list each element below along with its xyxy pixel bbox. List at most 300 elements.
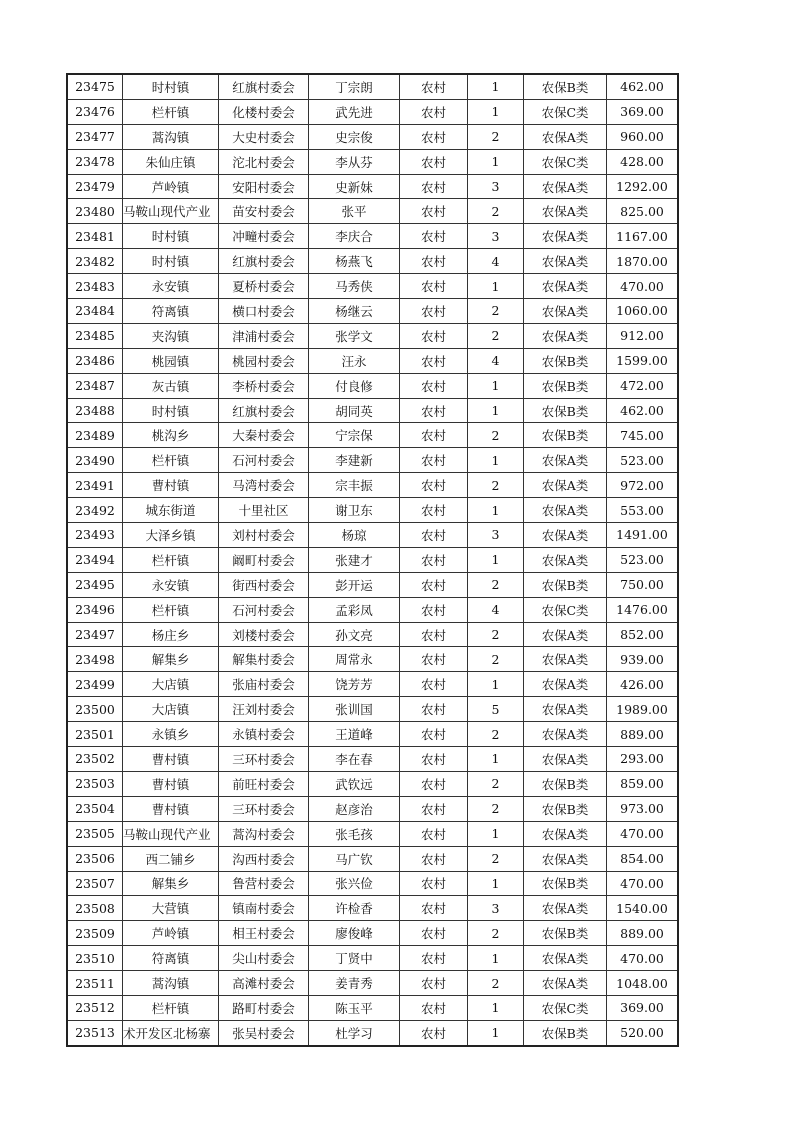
household-count-cell: 1 bbox=[468, 448, 524, 473]
table-row bbox=[67, 199, 678, 224]
village-committee-cell: 大史村委会 bbox=[219, 124, 309, 149]
record-id-cell: 23476 bbox=[67, 99, 123, 124]
person-name-cell: 武钦远 bbox=[309, 771, 400, 796]
insurance-category-cell: 农保A类 bbox=[524, 622, 607, 647]
table-row bbox=[67, 572, 678, 597]
table-row bbox=[67, 622, 678, 647]
amount-cell: 462.00 bbox=[607, 74, 679, 99]
village-committee-cell: 安阳村委会 bbox=[219, 174, 309, 199]
town-cell: 曹村镇 bbox=[123, 796, 219, 821]
person-name-cell: 孙文亮 bbox=[309, 622, 400, 647]
insurance-category-cell: 农保C类 bbox=[524, 995, 607, 1020]
village-committee-cell: 石河村委会 bbox=[219, 448, 309, 473]
household-count-cell: 1 bbox=[468, 747, 524, 772]
insurance-category-cell: 农保A类 bbox=[524, 473, 607, 498]
town-cell: 蒿沟镇 bbox=[123, 124, 219, 149]
town-cell: 栏杆镇 bbox=[123, 547, 219, 572]
town-cell: 西二铺乡 bbox=[123, 846, 219, 871]
area-type-cell: 农村 bbox=[400, 523, 468, 548]
town-cell: 大营镇 bbox=[123, 896, 219, 921]
person-name-cell: 廖俊峰 bbox=[309, 921, 400, 946]
person-name-cell: 史新妹 bbox=[309, 174, 400, 199]
record-id-cell: 23509 bbox=[67, 921, 123, 946]
record-id-cell: 23497 bbox=[67, 622, 123, 647]
household-count-cell: 2 bbox=[468, 796, 524, 821]
record-id-cell: 23501 bbox=[67, 722, 123, 747]
town-cell: 蒿沟镇 bbox=[123, 971, 219, 996]
household-count-cell: 2 bbox=[468, 971, 524, 996]
area-type-cell: 农村 bbox=[400, 672, 468, 697]
table-row bbox=[67, 647, 678, 672]
household-count-cell: 5 bbox=[468, 697, 524, 722]
table-row bbox=[67, 498, 678, 523]
town-cell: 曹村镇 bbox=[123, 747, 219, 772]
town-cell: 大店镇 bbox=[123, 697, 219, 722]
person-name-cell: 彭开运 bbox=[309, 572, 400, 597]
area-type-cell: 农村 bbox=[400, 572, 468, 597]
amount-cell: 470.00 bbox=[607, 946, 679, 971]
table-row bbox=[67, 672, 678, 697]
household-count-cell: 2 bbox=[468, 722, 524, 747]
area-type-cell: 农村 bbox=[400, 448, 468, 473]
amount-cell: 854.00 bbox=[607, 846, 679, 871]
village-committee-cell: 沟西村委会 bbox=[219, 846, 309, 871]
amount-cell: 553.00 bbox=[607, 498, 679, 523]
area-type-cell: 农村 bbox=[400, 473, 468, 498]
town-cell: 时村镇 bbox=[123, 74, 219, 99]
village-committee-cell: 街西村委会 bbox=[219, 572, 309, 597]
household-count-cell: 1 bbox=[468, 398, 524, 423]
town-cell: 栏杆镇 bbox=[123, 448, 219, 473]
town-cell: 芦岭镇 bbox=[123, 921, 219, 946]
insurance-category-cell: 农保A类 bbox=[524, 323, 607, 348]
person-name-cell: 付良修 bbox=[309, 373, 400, 398]
person-name-cell: 马秀侠 bbox=[309, 274, 400, 299]
area-type-cell: 农村 bbox=[400, 74, 468, 99]
town-cell: 杨庄乡 bbox=[123, 622, 219, 647]
town-cell: 解集乡 bbox=[123, 647, 219, 672]
table-row bbox=[67, 995, 678, 1020]
household-count-cell: 3 bbox=[468, 224, 524, 249]
village-committee-cell: 夏桥村委会 bbox=[219, 274, 309, 299]
amount-cell: 1292.00 bbox=[607, 174, 679, 199]
table-row bbox=[67, 398, 678, 423]
area-type-cell: 农村 bbox=[400, 622, 468, 647]
town-cell: 符离镇 bbox=[123, 299, 219, 324]
village-committee-cell: 三环村委会 bbox=[219, 796, 309, 821]
insurance-category-cell: 农保A类 bbox=[524, 821, 607, 846]
record-id-cell: 23511 bbox=[67, 971, 123, 996]
table-row bbox=[67, 224, 678, 249]
area-type-cell: 农村 bbox=[400, 697, 468, 722]
town-cell: 符离镇 bbox=[123, 946, 219, 971]
town-cell: 城东街道 bbox=[123, 498, 219, 523]
table-row bbox=[67, 348, 678, 373]
area-type-cell: 农村 bbox=[400, 971, 468, 996]
town-cell: 曹村镇 bbox=[123, 771, 219, 796]
amount-cell: 939.00 bbox=[607, 647, 679, 672]
area-type-cell: 农村 bbox=[400, 124, 468, 149]
person-name-cell: 杨继云 bbox=[309, 299, 400, 324]
amount-cell: 1167.00 bbox=[607, 224, 679, 249]
amount-cell: 472.00 bbox=[607, 373, 679, 398]
person-name-cell: 汪永 bbox=[309, 348, 400, 373]
record-id-cell: 23495 bbox=[67, 572, 123, 597]
table-row bbox=[67, 547, 678, 572]
village-committee-cell: 冲疃村委会 bbox=[219, 224, 309, 249]
insurance-category-cell: 农保A类 bbox=[524, 498, 607, 523]
area-type-cell: 农村 bbox=[400, 871, 468, 896]
insurance-category-cell: 农保A类 bbox=[524, 672, 607, 697]
record-id-cell: 23480 bbox=[67, 199, 123, 224]
amount-cell: 750.00 bbox=[607, 572, 679, 597]
record-id-cell: 23477 bbox=[67, 124, 123, 149]
record-id-cell: 23500 bbox=[67, 697, 123, 722]
amount-cell: 859.00 bbox=[607, 771, 679, 796]
area-type-cell: 农村 bbox=[400, 946, 468, 971]
table-row bbox=[67, 323, 678, 348]
amount-cell: 889.00 bbox=[607, 722, 679, 747]
area-type-cell: 农村 bbox=[400, 299, 468, 324]
village-committee-cell: 尖山村委会 bbox=[219, 946, 309, 971]
village-committee-cell: 张吴村委会 bbox=[219, 1020, 309, 1045]
insurance-category-cell: 农保A类 bbox=[524, 299, 607, 324]
household-count-cell: 2 bbox=[468, 846, 524, 871]
village-committee-cell: 津浦村委会 bbox=[219, 323, 309, 348]
town-cell: 永安镇 bbox=[123, 274, 219, 299]
household-count-cell: 1 bbox=[468, 821, 524, 846]
area-type-cell: 农村 bbox=[400, 149, 468, 174]
record-id-cell: 23496 bbox=[67, 597, 123, 622]
insurance-category-cell: 农保A类 bbox=[524, 124, 607, 149]
area-type-cell: 农村 bbox=[400, 323, 468, 348]
insurance-category-cell: 农保A类 bbox=[524, 697, 607, 722]
insurance-category-cell: 农保B类 bbox=[524, 572, 607, 597]
area-type-cell: 农村 bbox=[400, 348, 468, 373]
household-count-cell: 2 bbox=[468, 423, 524, 448]
record-id-cell: 23481 bbox=[67, 224, 123, 249]
village-committee-cell: 解集村委会 bbox=[219, 647, 309, 672]
person-name-cell: 许检香 bbox=[309, 896, 400, 921]
household-count-cell: 1 bbox=[468, 99, 524, 124]
village-committee-cell: 十里社区 bbox=[219, 498, 309, 523]
person-name-cell: 王道峰 bbox=[309, 722, 400, 747]
town-cell: 桃沟乡 bbox=[123, 423, 219, 448]
record-id-cell: 23489 bbox=[67, 423, 123, 448]
person-name-cell: 张建才 bbox=[309, 547, 400, 572]
insurance-category-cell: 农保C类 bbox=[524, 597, 607, 622]
person-name-cell: 史宗俊 bbox=[309, 124, 400, 149]
town-cell: 永安镇 bbox=[123, 572, 219, 597]
household-count-cell: 2 bbox=[468, 323, 524, 348]
record-id-cell: 23490 bbox=[67, 448, 123, 473]
person-name-cell: 张训国 bbox=[309, 697, 400, 722]
household-count-cell: 3 bbox=[468, 896, 524, 921]
village-committee-cell: 红旗村委会 bbox=[219, 398, 309, 423]
insurance-category-cell: 农保B类 bbox=[524, 423, 607, 448]
area-type-cell: 农村 bbox=[400, 174, 468, 199]
village-committee-cell: 沱北村委会 bbox=[219, 149, 309, 174]
record-id-cell: 23492 bbox=[67, 498, 123, 523]
town-cell: 时村镇 bbox=[123, 398, 219, 423]
town-cell: 解集乡 bbox=[123, 871, 219, 896]
village-committee-cell: 大秦村委会 bbox=[219, 423, 309, 448]
insurance-category-cell: 农保B类 bbox=[524, 74, 607, 99]
household-count-cell: 1 bbox=[468, 498, 524, 523]
household-count-cell: 1 bbox=[468, 74, 524, 99]
amount-cell: 960.00 bbox=[607, 124, 679, 149]
household-count-cell: 2 bbox=[468, 199, 524, 224]
amount-cell: 462.00 bbox=[607, 398, 679, 423]
person-name-cell: 张学文 bbox=[309, 323, 400, 348]
amount-cell: 293.00 bbox=[607, 747, 679, 772]
person-name-cell: 杨燕飞 bbox=[309, 249, 400, 274]
household-count-cell: 1 bbox=[468, 274, 524, 299]
record-id-cell: 23486 bbox=[67, 348, 123, 373]
record-id-cell: 23513 bbox=[67, 1020, 123, 1045]
table-row bbox=[67, 722, 678, 747]
record-id-cell: 23510 bbox=[67, 946, 123, 971]
table-row bbox=[67, 946, 678, 971]
amount-cell: 1048.00 bbox=[607, 971, 679, 996]
amount-cell: 1476.00 bbox=[607, 597, 679, 622]
village-committee-cell: 鲁营村委会 bbox=[219, 871, 309, 896]
record-id-cell: 23485 bbox=[67, 323, 123, 348]
amount-cell: 852.00 bbox=[607, 622, 679, 647]
village-committee-cell: 高滩村委会 bbox=[219, 971, 309, 996]
table-row bbox=[67, 796, 678, 821]
area-type-cell: 农村 bbox=[400, 249, 468, 274]
amount-cell: 972.00 bbox=[607, 473, 679, 498]
insurance-category-cell: 农保B类 bbox=[524, 398, 607, 423]
insurance-category-cell: 农保A类 bbox=[524, 174, 607, 199]
person-name-cell: 李从芬 bbox=[309, 149, 400, 174]
record-id-cell: 23504 bbox=[67, 796, 123, 821]
person-name-cell: 李庆合 bbox=[309, 224, 400, 249]
person-name-cell: 武先进 bbox=[309, 99, 400, 124]
record-id-cell: 23478 bbox=[67, 149, 123, 174]
person-name-cell: 孟彩凤 bbox=[309, 597, 400, 622]
insurance-category-cell: 农保B类 bbox=[524, 771, 607, 796]
insurance-category-cell: 农保C类 bbox=[524, 99, 607, 124]
village-committee-cell: 李桥村委会 bbox=[219, 373, 309, 398]
table-row bbox=[67, 846, 678, 871]
table-row bbox=[67, 299, 678, 324]
table-row bbox=[67, 697, 678, 722]
household-count-cell: 3 bbox=[468, 174, 524, 199]
insurance-category-cell: 农保A类 bbox=[524, 971, 607, 996]
village-committee-cell: 石河村委会 bbox=[219, 597, 309, 622]
village-committee-cell: 刘村村委会 bbox=[219, 523, 309, 548]
village-committee-cell: 苗安村委会 bbox=[219, 199, 309, 224]
table-row bbox=[67, 871, 678, 896]
record-id-cell: 23487 bbox=[67, 373, 123, 398]
record-id-cell: 23506 bbox=[67, 846, 123, 871]
insurance-category-cell: 农保A类 bbox=[524, 896, 607, 921]
insurance-category-cell: 农保B类 bbox=[524, 348, 607, 373]
table-row bbox=[67, 249, 678, 274]
person-name-cell: 宗丰振 bbox=[309, 473, 400, 498]
amount-cell: 912.00 bbox=[607, 323, 679, 348]
town-cell: 夹沟镇 bbox=[123, 323, 219, 348]
town-cell: 芦岭镇 bbox=[123, 174, 219, 199]
table-row bbox=[67, 1020, 678, 1045]
village-committee-cell: 汪刘村委会 bbox=[219, 697, 309, 722]
insurance-category-cell: 农保A类 bbox=[524, 747, 607, 772]
record-id-cell: 23475 bbox=[67, 74, 123, 99]
record-id-cell: 23491 bbox=[67, 473, 123, 498]
table-row bbox=[67, 373, 678, 398]
household-count-cell: 2 bbox=[468, 647, 524, 672]
record-id-cell: 23488 bbox=[67, 398, 123, 423]
record-id-cell: 23493 bbox=[67, 523, 123, 548]
area-type-cell: 农村 bbox=[400, 796, 468, 821]
insurance-category-cell: 农保C类 bbox=[524, 149, 607, 174]
table-row bbox=[67, 274, 678, 299]
amount-cell: 825.00 bbox=[607, 199, 679, 224]
town-cell: 栏杆镇 bbox=[123, 995, 219, 1020]
person-name-cell: 谢卫东 bbox=[309, 498, 400, 523]
household-count-cell: 2 bbox=[468, 572, 524, 597]
insurance-category-cell: 农保A类 bbox=[524, 547, 607, 572]
insurance-category-cell: 农保A类 bbox=[524, 946, 607, 971]
person-name-cell: 周常永 bbox=[309, 647, 400, 672]
town-cell: 大店镇 bbox=[123, 672, 219, 697]
area-type-cell: 农村 bbox=[400, 224, 468, 249]
insurance-category-cell: 农保A类 bbox=[524, 722, 607, 747]
area-type-cell: 农村 bbox=[400, 722, 468, 747]
amount-cell: 1540.00 bbox=[607, 896, 679, 921]
record-id-cell: 23482 bbox=[67, 249, 123, 274]
area-type-cell: 农村 bbox=[400, 821, 468, 846]
household-count-cell: 1 bbox=[468, 946, 524, 971]
table-row bbox=[67, 747, 678, 772]
person-name-cell: 马广钦 bbox=[309, 846, 400, 871]
village-committee-cell: 横口村委会 bbox=[219, 299, 309, 324]
record-id-cell: 23505 bbox=[67, 821, 123, 846]
area-type-cell: 农村 bbox=[400, 373, 468, 398]
town-cell: 术开发区北杨寨 bbox=[123, 1020, 219, 1045]
record-id-cell: 23507 bbox=[67, 871, 123, 896]
area-type-cell: 农村 bbox=[400, 398, 468, 423]
table-row bbox=[67, 174, 678, 199]
person-name-cell: 陈玉平 bbox=[309, 995, 400, 1020]
household-count-cell: 1 bbox=[468, 1020, 524, 1045]
record-id-cell: 23512 bbox=[67, 995, 123, 1020]
area-type-cell: 农村 bbox=[400, 771, 468, 796]
area-type-cell: 农村 bbox=[400, 99, 468, 124]
person-name-cell: 张平 bbox=[309, 199, 400, 224]
person-name-cell: 张毛孩 bbox=[309, 821, 400, 846]
table-body bbox=[67, 74, 678, 1046]
household-count-cell: 1 bbox=[468, 672, 524, 697]
person-name-cell: 张兴俭 bbox=[309, 871, 400, 896]
insurance-category-cell: 农保A类 bbox=[524, 274, 607, 299]
household-count-cell: 2 bbox=[468, 921, 524, 946]
table-row bbox=[67, 74, 678, 99]
person-name-cell: 李在春 bbox=[309, 747, 400, 772]
amount-cell: 470.00 bbox=[607, 821, 679, 846]
household-count-cell: 4 bbox=[468, 348, 524, 373]
town-cell: 马鞍山现代产业 bbox=[123, 821, 219, 846]
area-type-cell: 农村 bbox=[400, 647, 468, 672]
area-type-cell: 农村 bbox=[400, 423, 468, 448]
area-type-cell: 农村 bbox=[400, 547, 468, 572]
village-committee-cell: 三环村委会 bbox=[219, 747, 309, 772]
area-type-cell: 农村 bbox=[400, 199, 468, 224]
area-type-cell: 农村 bbox=[400, 1020, 468, 1045]
household-count-cell: 3 bbox=[468, 523, 524, 548]
village-committee-cell: 张庙村委会 bbox=[219, 672, 309, 697]
village-committee-cell: 马湾村委会 bbox=[219, 473, 309, 498]
household-count-cell: 2 bbox=[468, 473, 524, 498]
town-cell: 时村镇 bbox=[123, 249, 219, 274]
person-name-cell: 胡同英 bbox=[309, 398, 400, 423]
insurance-category-cell: 农保A类 bbox=[524, 249, 607, 274]
village-committee-cell: 红旗村委会 bbox=[219, 74, 309, 99]
household-count-cell: 4 bbox=[468, 249, 524, 274]
amount-cell: 470.00 bbox=[607, 871, 679, 896]
amount-cell: 520.00 bbox=[607, 1020, 679, 1045]
record-id-cell: 23508 bbox=[67, 896, 123, 921]
table-row bbox=[67, 423, 678, 448]
amount-cell: 889.00 bbox=[607, 921, 679, 946]
amount-cell: 1989.00 bbox=[607, 697, 679, 722]
person-name-cell: 姜青秀 bbox=[309, 971, 400, 996]
town-cell: 朱仙庄镇 bbox=[123, 149, 219, 174]
insurance-category-cell: 农保B类 bbox=[524, 1020, 607, 1045]
household-count-cell: 1 bbox=[468, 871, 524, 896]
table-row bbox=[67, 99, 678, 124]
insurance-category-cell: 农保A类 bbox=[524, 224, 607, 249]
town-cell: 栏杆镇 bbox=[123, 597, 219, 622]
village-committee-cell: 前旺村委会 bbox=[219, 771, 309, 796]
household-count-cell: 2 bbox=[468, 124, 524, 149]
town-cell: 桃园镇 bbox=[123, 348, 219, 373]
area-type-cell: 农村 bbox=[400, 274, 468, 299]
record-id-cell: 23484 bbox=[67, 299, 123, 324]
household-count-cell: 2 bbox=[468, 622, 524, 647]
insurance-category-cell: 农保A类 bbox=[524, 523, 607, 548]
insurance-category-cell: 农保B类 bbox=[524, 796, 607, 821]
village-committee-cell: 桃园村委会 bbox=[219, 348, 309, 373]
amount-cell: 1491.00 bbox=[607, 523, 679, 548]
insurance-category-cell: 农保A类 bbox=[524, 199, 607, 224]
record-id-cell: 23479 bbox=[67, 174, 123, 199]
person-name-cell: 赵彦治 bbox=[309, 796, 400, 821]
person-name-cell: 杨琼 bbox=[309, 523, 400, 548]
area-type-cell: 农村 bbox=[400, 846, 468, 871]
amount-cell: 1599.00 bbox=[607, 348, 679, 373]
amount-cell: 523.00 bbox=[607, 547, 679, 572]
table-row bbox=[67, 448, 678, 473]
town-cell: 栏杆镇 bbox=[123, 99, 219, 124]
village-committee-cell: 镇南村委会 bbox=[219, 896, 309, 921]
amount-cell: 1060.00 bbox=[607, 299, 679, 324]
record-id-cell: 23502 bbox=[67, 747, 123, 772]
village-committee-cell: 永镇村委会 bbox=[219, 722, 309, 747]
household-count-cell: 2 bbox=[468, 771, 524, 796]
village-committee-cell: 刘楼村委会 bbox=[219, 622, 309, 647]
area-type-cell: 农村 bbox=[400, 896, 468, 921]
table-row bbox=[67, 921, 678, 946]
household-count-cell: 1 bbox=[468, 149, 524, 174]
table-row bbox=[67, 597, 678, 622]
record-id-cell: 23499 bbox=[67, 672, 123, 697]
insurance-category-cell: 农保A类 bbox=[524, 448, 607, 473]
table-row bbox=[67, 771, 678, 796]
town-cell: 马鞍山现代产业 bbox=[123, 199, 219, 224]
